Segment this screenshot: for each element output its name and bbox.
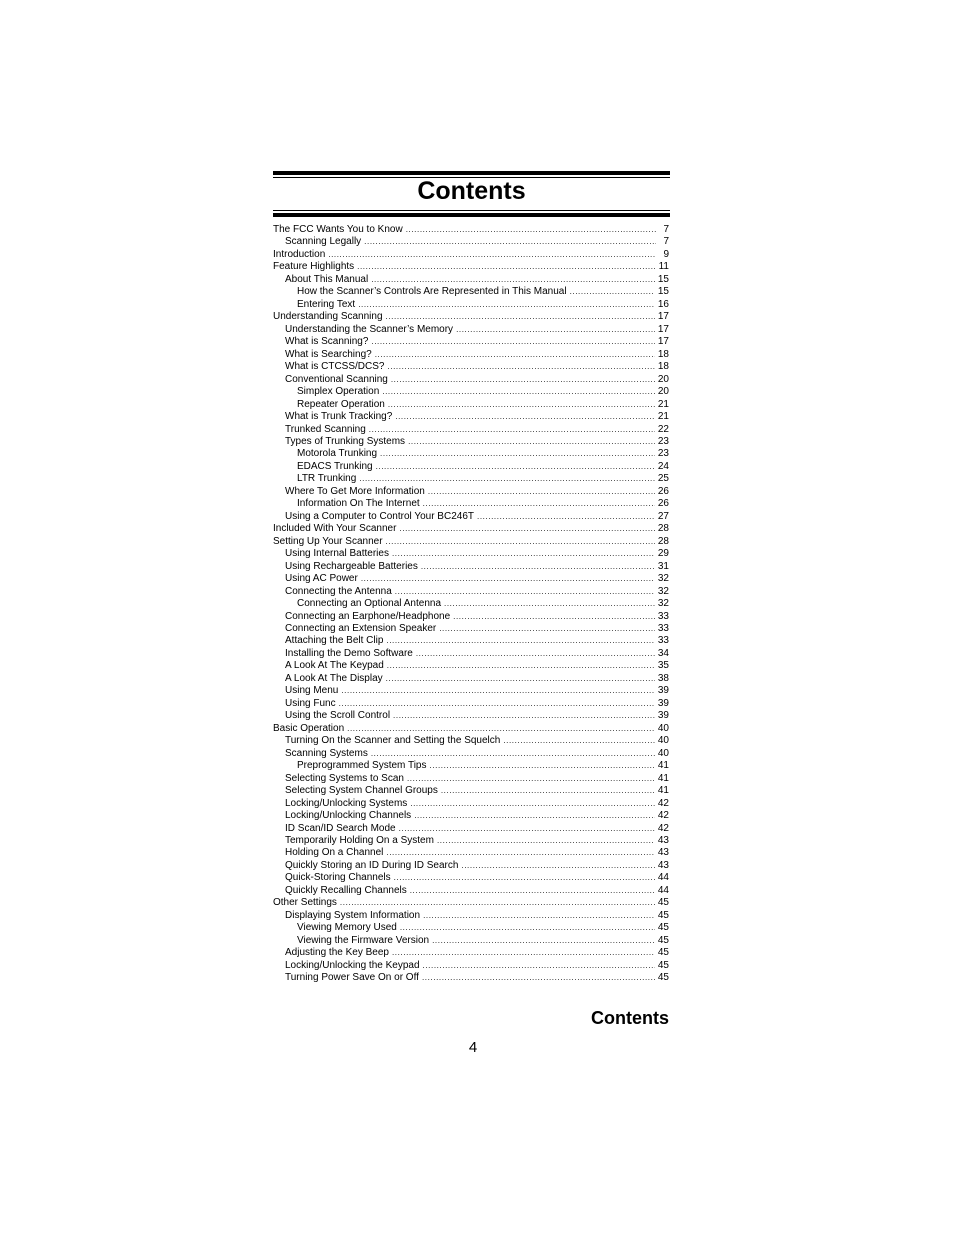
toc-dot-leader bbox=[392, 947, 655, 959]
toc-entry-page: 45 bbox=[657, 909, 669, 921]
toc-entry[interactable] bbox=[273, 885, 669, 897]
toc-entry[interactable] bbox=[273, 735, 669, 747]
header-rule-bottom-thick bbox=[273, 213, 670, 217]
toc-entry-label: Installing the Demo Software bbox=[285, 647, 413, 659]
toc-entry-page: 39 bbox=[657, 710, 669, 722]
toc-entry-label: Setting Up Your Scanner bbox=[273, 535, 383, 547]
toc-entry-page: 9 bbox=[663, 248, 669, 260]
toc-entry-page: 18 bbox=[657, 348, 669, 360]
toc-entry-label: Displaying System Information bbox=[285, 909, 421, 921]
toc-entry-page: 43 bbox=[657, 859, 669, 871]
toc-dot-leader bbox=[386, 635, 654, 647]
toc-entry-label: Temporarily Holding On a System bbox=[285, 834, 434, 846]
toc-entry-page: 24 bbox=[657, 460, 669, 472]
toc-entry-label: LTR Trunking bbox=[297, 473, 357, 485]
toc-entry-label: Connecting an Optional Antenna bbox=[297, 598, 441, 610]
toc-entry-label: Preprogrammed System Tips bbox=[297, 760, 427, 772]
toc-entry-page: 7 bbox=[663, 236, 669, 248]
toc-dot-leader bbox=[395, 411, 655, 423]
toc-entry-label: Scanning Systems bbox=[285, 747, 368, 759]
toc-entry-label: Other Settings bbox=[273, 897, 337, 909]
toc-entry-page: 40 bbox=[657, 722, 669, 734]
toc-entry[interactable] bbox=[273, 311, 669, 323]
toc-entry[interactable] bbox=[273, 299, 669, 311]
toc-entry-page: 20 bbox=[657, 373, 669, 385]
toc-dot-leader bbox=[358, 299, 655, 311]
toc-entry[interactable] bbox=[273, 511, 669, 523]
toc-dot-leader bbox=[477, 511, 655, 523]
toc-entry[interactable] bbox=[273, 698, 669, 710]
toc-entry-page: 17 bbox=[657, 336, 669, 348]
header-rule-bottom-thin bbox=[273, 210, 670, 211]
toc-entry[interactable] bbox=[273, 224, 669, 236]
toc-entry-label: Attaching the Belt Clip bbox=[285, 635, 384, 647]
toc-entry[interactable] bbox=[273, 436, 669, 448]
toc-entry-label: How the Scanner’s Controls Are Represented in This Manual bbox=[297, 286, 567, 298]
toc-entry-page: 40 bbox=[657, 735, 669, 747]
toc-dot-leader bbox=[357, 261, 655, 273]
toc-dot-leader bbox=[410, 885, 655, 897]
toc-entry[interactable] bbox=[273, 748, 669, 760]
toc-entry-page: 32 bbox=[657, 585, 669, 597]
toc-entry[interactable] bbox=[273, 710, 669, 722]
toc-entry-label: Locking/Unlocking Systems bbox=[285, 797, 408, 809]
toc-entry-page: 32 bbox=[657, 573, 669, 585]
toc-dot-leader bbox=[392, 548, 655, 560]
toc-entry-page: 40 bbox=[657, 747, 669, 759]
toc-entry-page: 33 bbox=[657, 623, 669, 634]
toc-entry[interactable] bbox=[273, 835, 669, 847]
toc-entry-label: Repeater Operation bbox=[297, 398, 385, 410]
page-title: Contents bbox=[417, 177, 526, 205]
toc-entry-page: 23 bbox=[657, 448, 669, 460]
toc-entry-page: 21 bbox=[657, 411, 669, 423]
toc-entry-label: Connecting the Antenna bbox=[285, 585, 392, 597]
toc-entry[interactable] bbox=[273, 760, 669, 772]
toc-entry[interactable] bbox=[273, 448, 669, 460]
toc-dot-leader bbox=[371, 336, 654, 348]
toc-dot-leader bbox=[456, 324, 655, 336]
toc-entry-label: Types of Trunking Systems bbox=[285, 435, 406, 447]
toc-dot-leader bbox=[422, 972, 655, 984]
toc-dot-leader bbox=[361, 573, 655, 585]
toc-entry-page: 41 bbox=[657, 785, 669, 797]
toc-entry-label: Using a Computer to Control Your BC246T bbox=[285, 510, 474, 522]
toc-entry[interactable] bbox=[273, 673, 669, 685]
toc-dot-leader bbox=[430, 760, 655, 772]
toc-entry-page: 33 bbox=[657, 610, 669, 622]
toc-dot-leader bbox=[382, 386, 655, 398]
toc-entry[interactable] bbox=[273, 399, 669, 411]
toc-entry-label: Using the Scroll Control bbox=[285, 710, 391, 722]
toc-entry-page: 39 bbox=[657, 685, 669, 697]
toc-dot-leader bbox=[376, 461, 655, 473]
toc-entry-page: 38 bbox=[657, 672, 669, 684]
toc-entry-page: 45 bbox=[657, 897, 669, 909]
toc-entry[interactable] bbox=[273, 823, 669, 835]
toc-dot-leader bbox=[400, 922, 655, 934]
toc-entry[interactable] bbox=[273, 685, 669, 697]
toc-entry-page: 25 bbox=[657, 473, 669, 485]
toc-entry-page: 43 bbox=[657, 847, 669, 859]
toc-entry[interactable] bbox=[273, 635, 669, 647]
toc-entry-page: 33 bbox=[657, 635, 669, 647]
toc-entry[interactable] bbox=[273, 261, 669, 273]
toc-entry[interactable] bbox=[273, 648, 669, 660]
toc-entry[interactable] bbox=[273, 536, 669, 548]
toc-dot-leader bbox=[393, 710, 655, 722]
toc-entry[interactable] bbox=[273, 274, 669, 286]
toc-entry[interactable] bbox=[273, 498, 669, 510]
toc-dot-leader bbox=[441, 785, 655, 797]
toc-dot-leader bbox=[453, 611, 655, 623]
toc-entry-label: Introduction bbox=[273, 248, 326, 260]
toc-entry[interactable] bbox=[273, 960, 669, 972]
toc-entry[interactable] bbox=[273, 461, 669, 473]
toc-entry-label: Conventional Scanning bbox=[285, 373, 388, 385]
toc-dot-leader bbox=[369, 424, 655, 436]
toc-entry-label: Quick-Storing Channels bbox=[285, 872, 391, 884]
page-number: 4 bbox=[468, 1039, 478, 1056]
toc-entry[interactable] bbox=[273, 872, 669, 884]
toc-dot-leader bbox=[414, 810, 655, 822]
toc-entry-label: Selecting Systems to Scan bbox=[285, 772, 404, 784]
toc-entry-label: Using Func bbox=[285, 697, 336, 709]
toc-entry-label: Holding On a Channel bbox=[285, 847, 384, 859]
toc-dot-leader bbox=[439, 623, 655, 635]
toc-entry-label: Entering Text bbox=[297, 298, 356, 310]
toc-entry-label: Using AC Power bbox=[285, 573, 358, 585]
toc-entry-page: 28 bbox=[657, 535, 669, 547]
toc-dot-leader bbox=[340, 897, 655, 909]
toc-entry-label: About This Manual bbox=[285, 273, 369, 285]
toc-entry[interactable] bbox=[273, 286, 669, 298]
toc-entry-page: 45 bbox=[657, 959, 669, 971]
toc-entry[interactable] bbox=[273, 947, 669, 959]
toc-entry-label: What is Trunk Tracking? bbox=[285, 411, 393, 423]
toc-entry-label: Selecting System Channel Groups bbox=[285, 785, 438, 797]
toc-entry-label: The FCC Wants You to Know bbox=[273, 224, 403, 235]
toc-entry-page: 44 bbox=[657, 884, 669, 896]
toc-dot-leader bbox=[391, 374, 655, 386]
toc-entry[interactable] bbox=[273, 623, 669, 635]
toc-entry-page: 42 bbox=[657, 810, 669, 822]
toc-entry-label: Locking/Unlocking Channels bbox=[285, 810, 412, 822]
toc-entry-label: Understanding Scanning bbox=[273, 311, 383, 323]
toc-entry-label: Motorola Trunking bbox=[297, 448, 378, 460]
toc-dot-leader bbox=[386, 311, 655, 323]
toc-entry[interactable] bbox=[273, 374, 669, 386]
toc-dot-leader bbox=[386, 536, 655, 548]
toc-entry-page: 45 bbox=[657, 972, 669, 984]
toc-dot-leader bbox=[423, 910, 655, 922]
toc-dot-leader bbox=[359, 473, 655, 485]
toc-entry-page: 26 bbox=[657, 485, 669, 497]
toc-entry-label: Locking/Unlocking the Keypad bbox=[285, 959, 420, 971]
toc-dot-leader bbox=[387, 361, 654, 373]
toc-entry[interactable] bbox=[273, 361, 669, 373]
toc-entry-page: 15 bbox=[657, 273, 669, 285]
toc-entry-page: 21 bbox=[657, 398, 669, 410]
toc-entry-page: 15 bbox=[657, 286, 669, 298]
toc-entry-label: Scanning Legally bbox=[285, 236, 362, 248]
toc-dot-leader bbox=[399, 823, 655, 835]
toc-entry-label: A Look At The Display bbox=[285, 672, 383, 684]
toc-dot-leader bbox=[423, 498, 655, 510]
toc-dot-leader bbox=[444, 598, 655, 610]
toc-dot-leader bbox=[394, 872, 655, 884]
toc-dot-leader bbox=[570, 286, 655, 298]
toc-entry-page: 23 bbox=[657, 435, 669, 447]
toc-dot-leader bbox=[386, 847, 654, 859]
toc-entry[interactable] bbox=[273, 810, 669, 822]
toc-entry[interactable] bbox=[273, 249, 669, 261]
toc-entry[interactable] bbox=[273, 486, 669, 498]
toc-entry-page: 27 bbox=[657, 510, 669, 522]
toc-entry-page: 29 bbox=[657, 548, 669, 560]
toc-entry[interactable] bbox=[273, 660, 669, 672]
toc-entry[interactable] bbox=[273, 723, 669, 735]
toc-entry[interactable] bbox=[273, 548, 669, 560]
toc-entry[interactable] bbox=[273, 336, 669, 348]
toc-dot-leader bbox=[364, 236, 656, 248]
toc-entry[interactable] bbox=[273, 785, 669, 797]
toc-entry-page: 22 bbox=[657, 423, 669, 435]
toc-entry-page: 28 bbox=[657, 523, 669, 535]
toc-entry-page: 32 bbox=[657, 598, 669, 610]
toc-entry-label: Included With Your Scanner bbox=[273, 523, 397, 535]
toc-entry[interactable] bbox=[273, 573, 669, 585]
toc-dot-leader bbox=[341, 685, 655, 697]
toc-entry-label: Quickly Recalling Channels bbox=[285, 884, 407, 896]
toc-entry-label: Using Rechargeable Batteries bbox=[285, 560, 418, 572]
toc-dot-leader bbox=[371, 748, 655, 760]
toc-entry-page: 16 bbox=[657, 298, 669, 310]
toc-entry-page: 18 bbox=[657, 361, 669, 373]
toc-entry-page: 11 bbox=[658, 261, 669, 273]
toc-entry-page: 39 bbox=[657, 697, 669, 709]
toc-entry[interactable] bbox=[273, 386, 669, 398]
toc-entry-label: Where To Get More Information bbox=[285, 485, 425, 497]
toc-entry-page: 26 bbox=[657, 498, 669, 510]
toc-entry-page: 35 bbox=[657, 660, 669, 672]
toc-entry[interactable] bbox=[273, 411, 669, 423]
toc-entry[interactable] bbox=[273, 897, 669, 909]
toc-entry-label: Trunked Scanning bbox=[285, 423, 366, 435]
toc-entry-label: What is CTCSS/DCS? bbox=[285, 361, 385, 373]
toc-entry[interactable] bbox=[273, 523, 669, 535]
toc-entry-label: What is Scanning? bbox=[285, 336, 369, 348]
toc-dot-leader bbox=[407, 773, 655, 785]
toc-entry[interactable] bbox=[273, 561, 669, 573]
toc-dot-leader bbox=[432, 935, 655, 947]
toc-dot-leader bbox=[328, 249, 656, 261]
toc-entry-page: 34 bbox=[657, 647, 669, 659]
toc-entry-label: Information On The Internet bbox=[297, 498, 420, 510]
table-of-contents bbox=[273, 224, 669, 985]
toc-entry-label: EDACS Trunking bbox=[297, 460, 373, 472]
toc-entry[interactable] bbox=[273, 972, 669, 984]
toc-entry-page: 20 bbox=[657, 386, 669, 398]
toc-entry-page: 45 bbox=[657, 934, 669, 946]
toc-entry[interactable] bbox=[273, 586, 669, 598]
toc-entry-page: 17 bbox=[657, 323, 669, 335]
toc-entry-label: Simplex Operation bbox=[297, 386, 380, 398]
toc-entry-page: 41 bbox=[657, 772, 669, 784]
toc-entry[interactable] bbox=[273, 424, 669, 436]
toc-dot-leader bbox=[423, 960, 655, 972]
toc-dot-leader bbox=[387, 660, 655, 672]
toc-entry[interactable] bbox=[273, 860, 669, 872]
toc-dot-leader bbox=[416, 648, 655, 660]
toc-dot-leader bbox=[386, 673, 655, 685]
toc-entry[interactable] bbox=[273, 236, 669, 248]
toc-entry-page: 31 bbox=[657, 560, 669, 572]
toc-entry-label: Using Internal Batteries bbox=[285, 548, 389, 560]
toc-entry-page: 42 bbox=[657, 797, 669, 809]
toc-entry-page: 17 bbox=[657, 311, 669, 323]
toc-entry-page: 44 bbox=[657, 872, 669, 884]
toc-dot-leader bbox=[375, 349, 655, 361]
toc-entry-label: Feature Highlights bbox=[273, 261, 355, 273]
toc-dot-leader bbox=[399, 523, 654, 535]
toc-dot-leader bbox=[380, 448, 655, 460]
toc-dot-leader bbox=[461, 860, 654, 872]
toc-entry[interactable] bbox=[273, 611, 669, 623]
toc-dot-leader bbox=[388, 399, 655, 411]
toc-entry-label: Using Menu bbox=[285, 685, 339, 697]
toc-dot-leader bbox=[406, 224, 656, 236]
toc-dot-leader bbox=[408, 436, 655, 448]
toc-entry[interactable] bbox=[273, 773, 669, 785]
toc-entry-page: 45 bbox=[657, 922, 669, 934]
toc-dot-leader bbox=[395, 586, 655, 598]
toc-entry[interactable] bbox=[273, 349, 669, 361]
toc-entry-label: Turning On the Scanner and Setting the Squelch bbox=[285, 735, 501, 747]
toc-entry-label: Basic Operation bbox=[273, 722, 345, 734]
toc-dot-leader bbox=[503, 735, 655, 747]
toc-entry[interactable] bbox=[273, 798, 669, 810]
toc-entry[interactable] bbox=[273, 910, 669, 922]
toc-dot-leader bbox=[339, 698, 655, 710]
toc-entry[interactable] bbox=[273, 847, 669, 859]
toc-entry-label: Understanding the Scanner’s Memory bbox=[285, 323, 454, 335]
toc-entry-page: 7 bbox=[663, 224, 669, 235]
toc-entry-label: Connecting an Earphone/Headphone bbox=[285, 610, 451, 622]
toc-entry[interactable] bbox=[273, 324, 669, 336]
toc-dot-leader bbox=[437, 835, 655, 847]
toc-entry-label: A Look At The Keypad bbox=[285, 660, 384, 672]
toc-entry[interactable] bbox=[273, 935, 669, 947]
toc-entry-label: What is Searching? bbox=[285, 348, 372, 360]
toc-dot-leader bbox=[410, 798, 655, 810]
toc-entry[interactable] bbox=[273, 473, 669, 485]
toc-dot-leader bbox=[428, 486, 655, 498]
toc-dot-leader bbox=[421, 561, 655, 573]
toc-entry-label: Adjusting the Key Beep bbox=[285, 947, 389, 959]
toc-entry-label: Viewing the Firmware Version bbox=[297, 934, 430, 946]
toc-entry-label: ID Scan/ID Search Mode bbox=[285, 822, 396, 834]
toc-entry-label: Quickly Storing an ID During ID Search bbox=[285, 859, 459, 871]
toc-entry-label: Viewing Memory Used bbox=[297, 922, 397, 934]
toc-entry-label: Turning Power Save On or Off bbox=[285, 972, 419, 984]
toc-entry[interactable] bbox=[273, 922, 669, 934]
toc-entry-page: 41 bbox=[657, 760, 669, 772]
toc-entry-page: 42 bbox=[657, 822, 669, 834]
toc-entry-page: 45 bbox=[657, 947, 669, 959]
toc-entry-page: 43 bbox=[657, 834, 669, 846]
toc-dot-leader bbox=[371, 274, 655, 286]
toc-dot-leader bbox=[347, 723, 655, 735]
footer-section-title: Contents bbox=[591, 1008, 669, 1028]
toc-entry[interactable] bbox=[273, 598, 669, 610]
toc-entry-label: Connecting an Extension Speaker bbox=[285, 623, 437, 634]
